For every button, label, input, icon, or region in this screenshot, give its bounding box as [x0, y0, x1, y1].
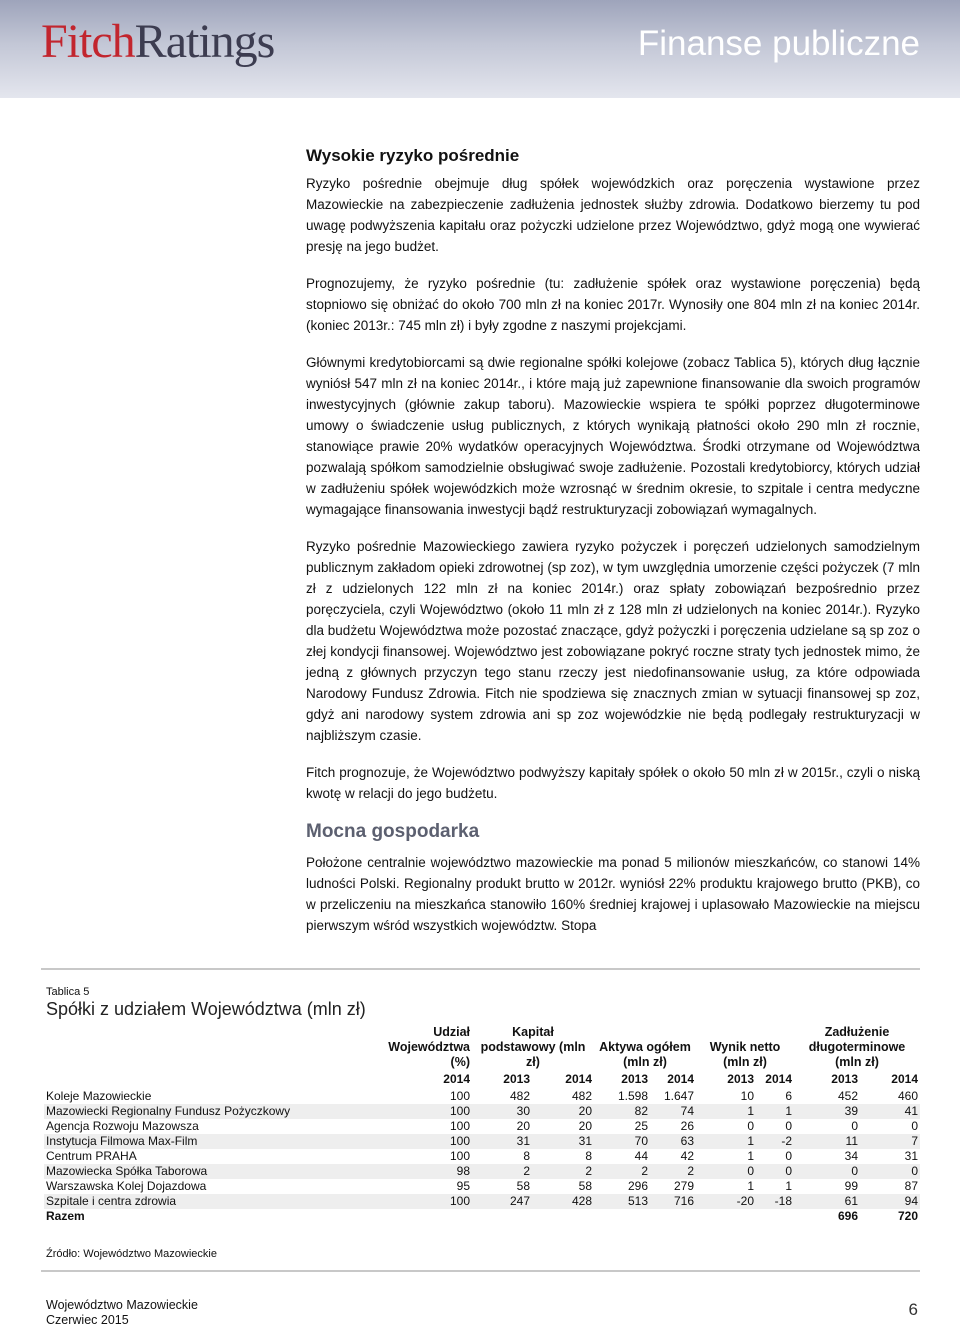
value-cell: 100	[449, 1089, 470, 1103]
value-cell: 0	[696, 1164, 756, 1179]
value-cell: 26	[680, 1119, 694, 1133]
company-name-cell: Warszawska Kolej Dojazdowa	[46, 1179, 207, 1193]
value-cell: 1	[756, 1104, 794, 1119]
risk-paragraph-3: Głównymi kredytobiorcami są dwie regionalne spółki kolejowe (zobacz Tablica 5), których dług łącznie wyniósł 547 mln zł na koniec 2014r., i które mają już zapewnione finansowanie dla swoich programów inwestycyjnych (głównie zakup taboru). Mazowieckie wspiera te spółki poprzez długoterminowe umowy o świadczenie usług publicznych, z których wynikają płatności około 290 mln zł rocznie, stanowiące prawie 20% wydatków operacyjnych Województwa. Środki otrzymane od Województwa pozwalają spółkom samodzielnie obsługiwać swoje zadłużenie. Pozostali kredytobiorcy, których udział w zadłużeniu spółek wojewódzkich może wzrosnąć w średnim okresie, to szpitale i centra medyczne wymagające finansowania inwestycji bądź restrukturyzacji zobowiązań wymagalnych.	[306, 355, 920, 517]
total-value-cell	[532, 1209, 594, 1224]
table-year-row	[44, 1070, 920, 1089]
value-cell: 0	[785, 1149, 792, 1163]
value-cell: -2	[756, 1134, 794, 1149]
value-cell: 716	[650, 1194, 696, 1209]
table-row	[44, 1104, 920, 1119]
risk-paragraph-2: Prognozujemy, że ryzyko pośrednie (tu: zadłużenie spółek oraz wystawione poręczenia) będą stopniowo się obniżać do około 700 mln zł na koniec 2017r. Wynosiły one 804 mln zł na koniec 2014r. (koniec 2013r.: 745 mln zł) i były zgodne z naszymi projekcjami.	[306, 276, 920, 333]
value-cell: 58	[578, 1179, 592, 1193]
value-cell: 482	[509, 1089, 530, 1103]
value-cell: 61	[794, 1194, 860, 1209]
value-cell: 20	[532, 1104, 594, 1119]
value-cell: 0	[851, 1119, 858, 1133]
value-cell: 2	[472, 1164, 532, 1179]
col-result-header: Wynik netto (mln zł)	[709, 1040, 781, 1069]
value-cell: 31	[472, 1134, 532, 1149]
col-share-header: Udział Województwa (%)	[388, 1025, 470, 1069]
value-cell: 44	[634, 1149, 648, 1163]
table-row	[44, 1194, 920, 1209]
table-header-row	[44, 1022, 920, 1070]
table-row	[44, 1089, 920, 1104]
year-cell: 2014	[667, 1072, 694, 1086]
value-cell: 460	[897, 1089, 918, 1103]
year-cell: 2013	[831, 1072, 858, 1086]
value-cell: 10	[740, 1089, 754, 1103]
total-value-cell	[472, 1209, 532, 1224]
company-name-cell: Mazowiecki Regionalny Fundusz Pożyczkowy	[44, 1104, 384, 1119]
table-label: Tablica 5	[46, 986, 90, 998]
company-name-cell: Szpitale i centra zdrowia	[44, 1194, 384, 1209]
value-cell: 100	[384, 1134, 472, 1149]
companies-table	[44, 1022, 920, 1224]
company-name-cell: Centrum PRAHA	[46, 1149, 137, 1163]
value-cell: 82	[594, 1104, 650, 1119]
value-cell: 1	[785, 1179, 792, 1193]
value-cell: 0	[860, 1164, 920, 1179]
value-cell: 20	[516, 1119, 530, 1133]
total-value-cell	[594, 1209, 650, 1224]
value-cell: 11	[794, 1134, 860, 1149]
footer-date: Czerwiec 2015	[46, 1313, 129, 1327]
value-cell: -18	[756, 1194, 794, 1209]
risk-paragraph-1: Ryzyko pośrednie obejmuje dług spółek wojewódzkich oraz poręczenia wystawione przez Mazowieckie na zabezpieczenie zadłużenia jednostek służby zdrowia. Dodatkowo bierzemy tu pod uwagę podwyższenia kapitału oraz pożyczki udzielone przez Województwo, gdyż mogą one wywierać presję na jego budżet.	[306, 176, 920, 254]
value-cell: 1	[747, 1149, 754, 1163]
value-cell: 42	[680, 1149, 694, 1163]
value-cell: 0	[785, 1119, 792, 1133]
table-top-rule	[41, 968, 920, 970]
value-cell: 41	[860, 1104, 920, 1119]
footer-info	[46, 1298, 198, 1328]
value-cell: 70	[594, 1134, 650, 1149]
value-cell: 296	[627, 1179, 648, 1193]
value-cell: 98	[384, 1164, 472, 1179]
year-cell: 2013	[727, 1072, 754, 1086]
value-cell: 2	[594, 1164, 650, 1179]
value-cell: 513	[594, 1194, 650, 1209]
footer-rule	[41, 1270, 920, 1272]
risk-paragraph-5: Fitch prognozuje, że Województwo podwyższy kapitały spółek o około 50 mln zł w 2015r., czyli o niską kwotę w relacji do jego budżetu.	[306, 765, 920, 801]
footer-entity: Województwo Mazowieckie	[46, 1298, 198, 1312]
value-cell: 247	[472, 1194, 532, 1209]
value-cell: -20	[696, 1194, 756, 1209]
page-number: 6	[908, 1300, 918, 1319]
table-row	[44, 1134, 920, 1149]
value-cell: 95	[456, 1179, 470, 1193]
total-value-cell: 720	[897, 1209, 918, 1223]
value-cell: 31	[904, 1149, 918, 1163]
value-cell: 2	[650, 1164, 696, 1179]
value-cell: 100	[449, 1119, 470, 1133]
col-debt-header: Zadłużenie długoterminowe (mln zł)	[808, 1025, 906, 1069]
value-cell: 58	[516, 1179, 530, 1193]
economy-heading: Mocna gospodarka	[306, 821, 480, 842]
table-row	[44, 1179, 920, 1194]
company-name-cell: Instytucja Filmowa Max-Film	[44, 1134, 384, 1149]
table-row	[44, 1119, 920, 1134]
value-cell: 63	[650, 1134, 696, 1149]
value-cell: 99	[844, 1179, 858, 1193]
year-cell: 2014	[565, 1072, 592, 1086]
total-value-cell	[384, 1209, 472, 1224]
value-cell: 452	[837, 1089, 858, 1103]
value-cell: 8	[523, 1149, 530, 1163]
total-value-cell	[650, 1209, 696, 1224]
value-cell: 6	[785, 1089, 792, 1103]
value-cell: 0	[794, 1164, 860, 1179]
value-cell: 39	[794, 1104, 860, 1119]
risk-paragraph-4: Ryzyko pośrednie Mazowieckiego zawiera ryzyko pożyczek i poręczeń udzielonych samodzielnym publicznym zakładom opieki zdrowotnej (sp zoz), w tym uwzględnia umorzenie części pożyczek (7 mln zł z udzielonych 122 mln zł na koniec 2014r.) oraz spłaty zobowiązań bezpośrednio przez poręczyciela, czyli Województwo (około 11 mln zł z 128 mln zł udzielonych na koniec 2014r.). Ryzyko dla budżetu Województwa może pozostać znaczące, gdyż pożyczki i poręczenia udzielane są sp zoz o złej kondycji finansowej. Województwo jest zobowiązane pokryć roczne straty tych jednostek mimo, że jedną z głównych przyczyn tego stanu rzeczy jest niedofinansowanie usług, za które odpowiada Narodowy Fundusz Zdrowia. Fitch nie spodziewa się znacznych zmian w sytuacji finansowej sp zoz, gdyż ani narodowy system zdrowia ani sp zoz wojewódzkie nie będą podlegały restrukturyzacji w najbliższym czasie.	[306, 539, 920, 743]
company-name-cell: Koleje Mazowieckie	[46, 1089, 152, 1103]
table-title: Spółki z udziałem Województwa (mln zł)	[46, 999, 366, 1019]
value-cell: 100	[384, 1194, 472, 1209]
value-cell: 0	[756, 1164, 794, 1179]
year-cell: 2013	[503, 1072, 530, 1086]
risk-heading: Wysokie ryzyko pośrednie	[306, 146, 520, 165]
table-body	[44, 1089, 920, 1224]
value-cell: 20	[578, 1119, 592, 1133]
section-title: Finanse publiczne	[637, 24, 920, 63]
value-cell: 31	[532, 1134, 594, 1149]
value-cell: 1	[696, 1134, 756, 1149]
year-cell: 2014	[891, 1072, 918, 1086]
logo-ratings: Ratings	[134, 15, 275, 68]
value-cell: 279	[673, 1179, 694, 1193]
value-cell: 0	[911, 1119, 918, 1133]
value-cell: 1	[747, 1179, 754, 1193]
value-cell: 482	[571, 1089, 592, 1103]
total-label-cell: Razem	[46, 1209, 85, 1223]
value-cell: 94	[860, 1194, 920, 1209]
value-cell: 74	[650, 1104, 696, 1119]
logo-fitch: Fitch	[41, 15, 135, 68]
year-cell: 2014	[443, 1072, 470, 1086]
value-cell: 25	[634, 1119, 648, 1133]
col-capital-header: Kapitał podstawowy (mln zł)	[480, 1025, 586, 1069]
fitch-ratings-logo	[41, 15, 275, 68]
value-cell: 8	[585, 1149, 592, 1163]
total-value-cell: 696	[837, 1209, 858, 1223]
company-name-cell: Mazowiecka Spółka Taborowa	[44, 1164, 384, 1179]
value-cell: 428	[532, 1194, 594, 1209]
year-cell: 2013	[621, 1072, 648, 1086]
total-value-cell	[696, 1209, 756, 1224]
value-cell: 1.647	[663, 1089, 694, 1103]
value-cell: 1	[696, 1104, 756, 1119]
value-cell: 0	[747, 1119, 754, 1133]
total-value-cell	[756, 1209, 794, 1224]
table-row	[44, 1164, 920, 1179]
value-cell: 100	[384, 1104, 472, 1119]
table-row	[44, 1149, 920, 1164]
main-content	[306, 145, 920, 952]
table-total-row	[44, 1209, 920, 1224]
company-name-cell: Agencja Rozwoju Mazowsza	[46, 1119, 199, 1133]
value-cell: 34	[844, 1149, 858, 1163]
value-cell: 2	[532, 1164, 594, 1179]
value-cell: 100	[449, 1149, 470, 1163]
page-header	[0, 0, 960, 98]
value-cell: 1.598	[617, 1089, 648, 1103]
value-cell: 7	[860, 1134, 920, 1149]
year-cell: 2014	[765, 1072, 792, 1086]
value-cell: 30	[472, 1104, 532, 1119]
economy-paragraph-1: Położone centralnie województwo mazowieckie ma ponad 5 milionów mieszkańców, co stanowi 14% ludności Polski. Regionalny produkt brutto w 2012r. wyniósł 22% produktu krajowego brutto (PKB), co w przeliczeniu na mieszkańca stanowiło 160% średniej krajowej i uplasowało Mazowieckie na miejscu pierwszym wśród wszystkich województw. Stopa	[306, 855, 920, 933]
value-cell: 87	[904, 1179, 918, 1193]
table-source: Źródło: Województwo Mazowieckie	[46, 1248, 217, 1260]
col-assets-header: Aktywa ogółem (mln zł)	[599, 1040, 691, 1069]
